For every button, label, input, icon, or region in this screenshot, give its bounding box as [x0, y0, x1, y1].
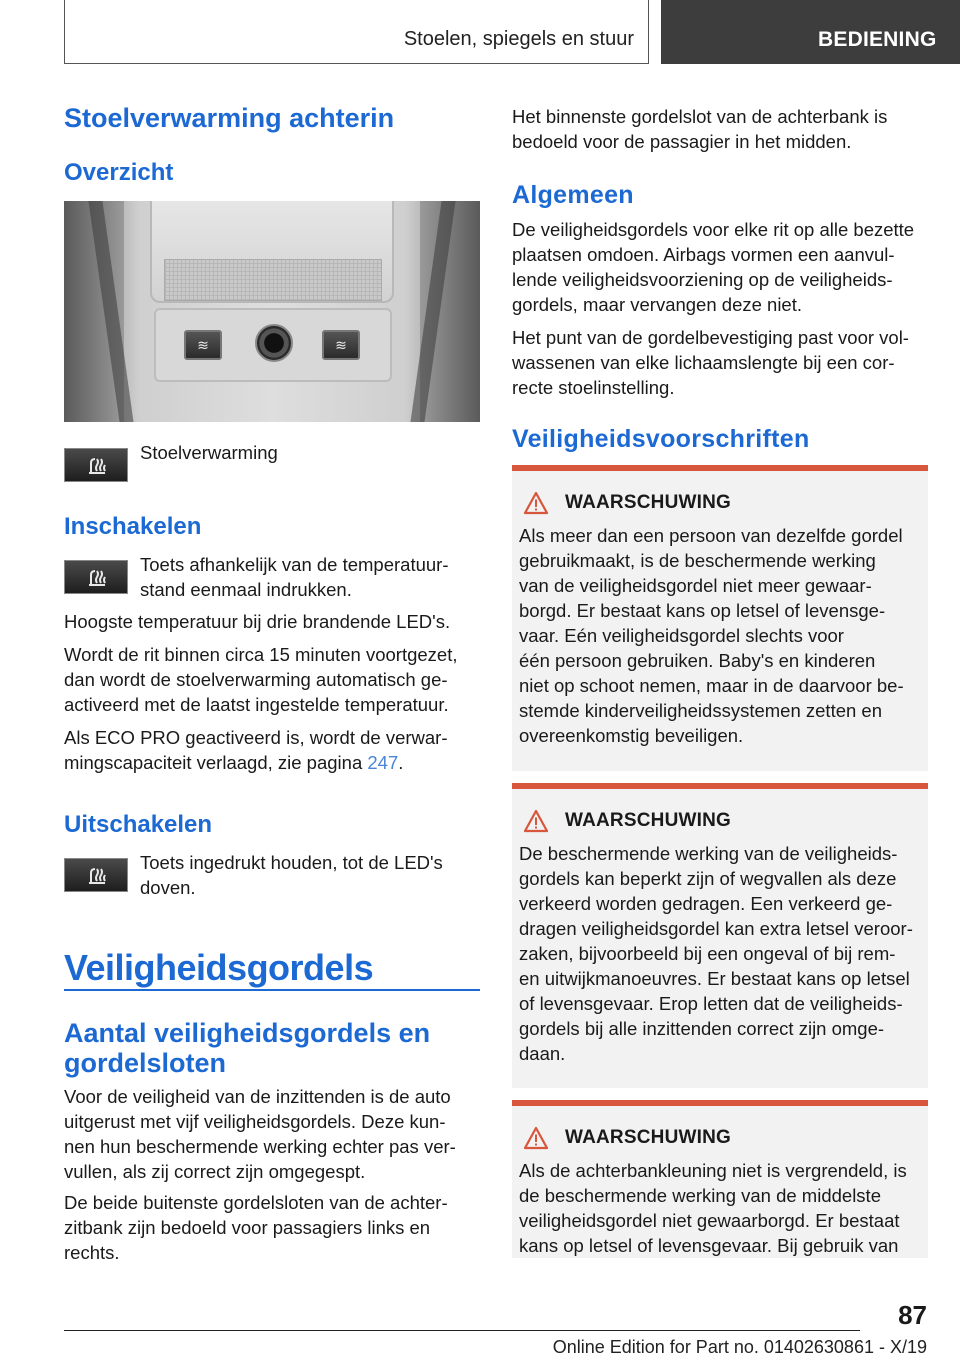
- seat-heating-icon: [64, 448, 128, 482]
- page-number: 87: [898, 1300, 927, 1330]
- warning-box: [512, 783, 928, 1088]
- chapter-title-rule: [64, 989, 480, 991]
- photo-seat-heating-button-right: ≋: [322, 330, 360, 360]
- warning-title: WAARSCHUWING: [565, 492, 731, 513]
- center-buckle-intro: Het binnenste gordelslot van de achterbank is bedoeld voor de passagier in het midden.: [512, 106, 888, 152]
- photo-power-socket: [255, 324, 293, 362]
- warning-triangle-icon: [523, 491, 549, 515]
- page-link-247[interactable]: 247: [367, 752, 399, 773]
- warning-triangle-icon: [523, 809, 549, 833]
- warning-box: [512, 1100, 928, 1258]
- general-para-2: Het punt van de gordelbevestiging past voor vol- wassenen van elke lichaamslengte bij een cor- recte stoelinstelling.: [512, 327, 909, 398]
- warning-box: [512, 465, 928, 771]
- heading-general: Algemeen: [512, 181, 634, 209]
- rear-console-photo: [64, 201, 480, 422]
- belt-count-para-1: Voor de veiligheid van de inzittenden is de auto uitgerust met vijf veiligheidsgordels. Deze kun- nen hun beschermende werking echter pas ver- vullen, als zij correct zijn omgegespt.: [64, 1086, 456, 1182]
- switch-on-para-2: Wordt de rit binnen circa 15 minuten voortgezet, dan wordt de stoelverwarming automatisch ge- activeerd met de laatst ingestelde temperatuur.: [64, 644, 458, 715]
- warning-title: WAARSCHUWING: [565, 810, 731, 831]
- footer-rule: [64, 1330, 860, 1331]
- switch-off-icon-text: Toets ingedrukt houden, tot de LED's doven.: [140, 852, 443, 898]
- header-frame: [64, 0, 649, 64]
- seat-heating-icon: [64, 560, 128, 594]
- warning-text: Als meer dan een persoon van dezelfde gordel gebruikmaakt, is de beschermende werking van de veiligheidsgordel niet meer gewaar- borgd. Er bestaat kans op letsel of levensge- vaar. Eén veiligheidsgordel slechts voor één persoon gebruiken. Baby's en kinderen niet op schoot nemen, maar in de daarvoor be- stemde kinderveiligheidssystemen zetten en overeenkomstig beveiligen.: [519, 525, 904, 746]
- footer-edition-text: Online Edition for Part no. 01402630861 - X/19: [552, 1337, 927, 1357]
- warning-text: De beschermende werking van de veiligheids- gordels kan beperkt zijn of wegvallen als deze verkeerd worden gedragen. Een verkeerd ge- dragen veiligheidsgordel kan extra letsel veroor- zaken, bijvoorbeeld bij een ongeval of bij rem- en uitwijkmanoeuvres. Er bestaat kans op letsel of levensgevaar. Erop letten dat de veiligheids- gordels bij alle inzittenden correct zijn omge- daan.: [519, 843, 913, 1064]
- switch-on-para-1: Hoogste temperatuur bij drie brandende LED's.: [64, 611, 451, 632]
- switch-on-icon-text: Toets afhankelijk van de temperatuur- stand eenmaal indrukken.: [140, 554, 449, 600]
- heading-belt-count: Aantal veiligheidsgordels en gordelsloten: [64, 1018, 431, 1078]
- photo-control-panel: [154, 308, 392, 382]
- general-para-1: De veiligheidsgordels voor elke rit op alle bezette plaatsen omdoen. Airbags vormen een aanvul- lende veiligheidsvoorziening op de veiligheids- gordels, maar vervangen deze niet.: [512, 219, 915, 315]
- warning-title: WAARSCHUWING: [565, 1127, 731, 1148]
- heading-switch-on: Inschakelen: [64, 513, 202, 540]
- photo-seat-heating-button-left: ≋: [184, 330, 222, 360]
- heading-switch-off: Uitschakelen: [64, 811, 213, 838]
- section-title-rear-seat-heating: Stoelverwarming achterin: [64, 103, 395, 133]
- heading-overview: Overzicht: [64, 159, 174, 186]
- photo-rubber-mat: [164, 259, 382, 301]
- heading-safety-instructions: Veiligheidsvoorschriften: [512, 425, 810, 453]
- chapter-title-seat-belts: Veiligheidsgordels: [64, 947, 374, 988]
- header-section-title: Stoelen, spiegels en stuur: [403, 28, 634, 50]
- header-chapter-tab: BEDIENING: [661, 0, 960, 64]
- eco-pro-note: Als ECO PRO geactiveerd is, wordt de verwar- mingscapaciteit verlaagd, zie pagina 247.: [64, 727, 448, 773]
- seat-heating-icon: [64, 858, 128, 892]
- belt-count-para-2: De beide buitenste gordelsloten van de achter- zitbank zijn bedoeld voor passagiers links en rechts.: [64, 1192, 448, 1263]
- warning-text: Als de achterbankleuning niet is vergrendeld, is de beschermende werking van de middelste veiligheidsgordel niet gewaarborgd. Er bestaat kans op letsel of levensgevaar. Bij gebruik van: [519, 1160, 907, 1256]
- icon-caption: Stoelverwarming: [140, 442, 278, 463]
- warning-triangle-icon: [523, 1126, 549, 1150]
